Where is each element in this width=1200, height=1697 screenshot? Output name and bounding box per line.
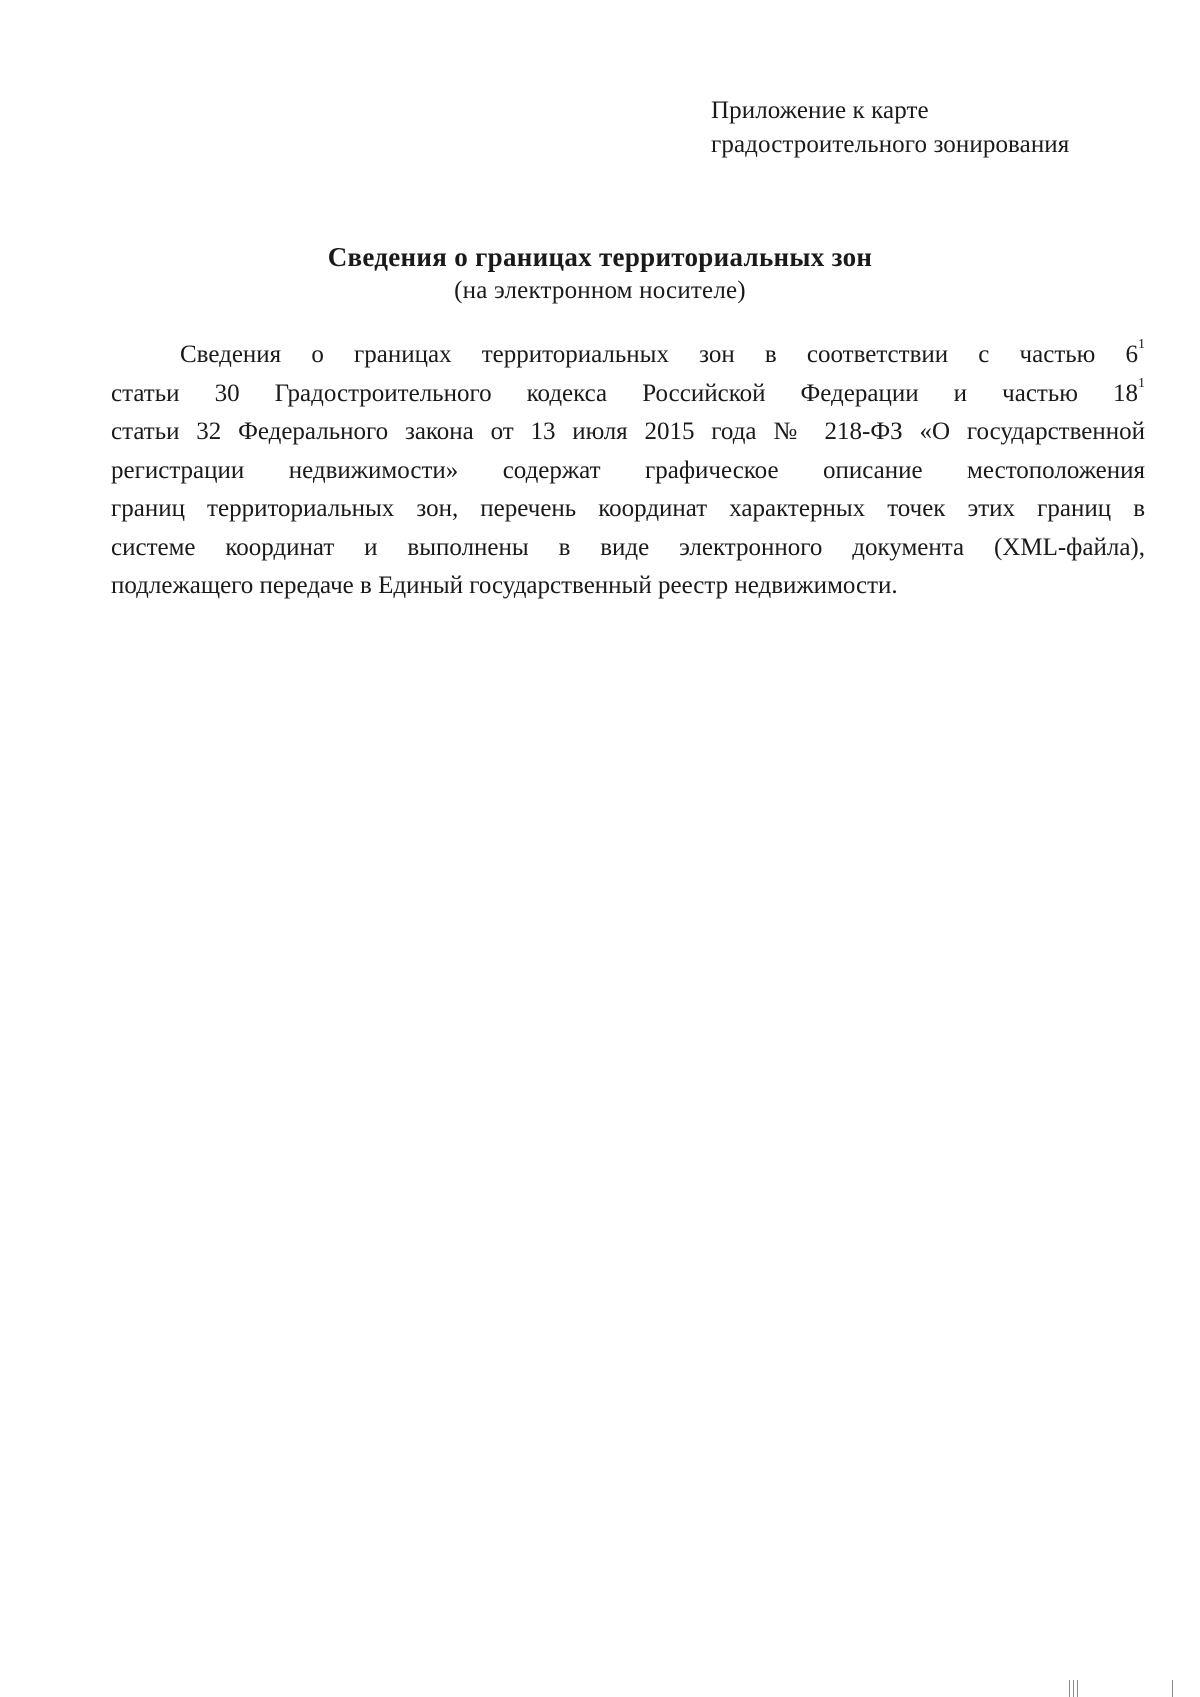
scan-artifact-mark — [1069, 1680, 1070, 1697]
body-line-5: границ территориальных зон, перечень координат характерных точек этих границ в — [111, 495, 1145, 522]
body-paragraph — [111, 336, 1145, 606]
body-line-3: статьи 32 Федерального закона от 13 июля 2015 года № 218-ФЗ «О государственной — [111, 418, 1145, 445]
scan-artifact-mark — [1077, 1680, 1078, 1697]
annex-line-1: Приложение к карте — [711, 97, 929, 124]
scan-artifact-mark — [1172, 1680, 1173, 1697]
body-line-6: системе координат и выполнены в виде электронного документа (XML-файла), — [111, 533, 1145, 561]
body-line-1 — [111, 336, 1145, 375]
superscript-2: 1 — [1138, 375, 1145, 391]
body-line-2 — [111, 375, 1145, 414]
body-line-1-text: Сведения о границах территориальных зон в соответствии с частью 6 — [180, 341, 1138, 368]
body-line-2-text: статьи 30 Градостроительного кодекса Российской Федерации и частью 18 — [111, 379, 1138, 407]
body-line-4: регистрации недвижимости» содержат графическое описание местоположения — [111, 456, 1145, 484]
document-subtitle: (на электронном носителе) — [454, 277, 746, 304]
scan-artifact-mark — [1073, 1680, 1074, 1697]
body-line-7: подлежащего передаче в Единый государственный реестр недвижимости. — [111, 572, 898, 599]
document-title: Сведения о границах территориальных зон — [327, 242, 873, 272]
superscript-1: 1 — [1138, 337, 1145, 352]
annex-note — [711, 94, 1069, 162]
annex-line-2: градостроительного зонирования — [711, 131, 1070, 158]
